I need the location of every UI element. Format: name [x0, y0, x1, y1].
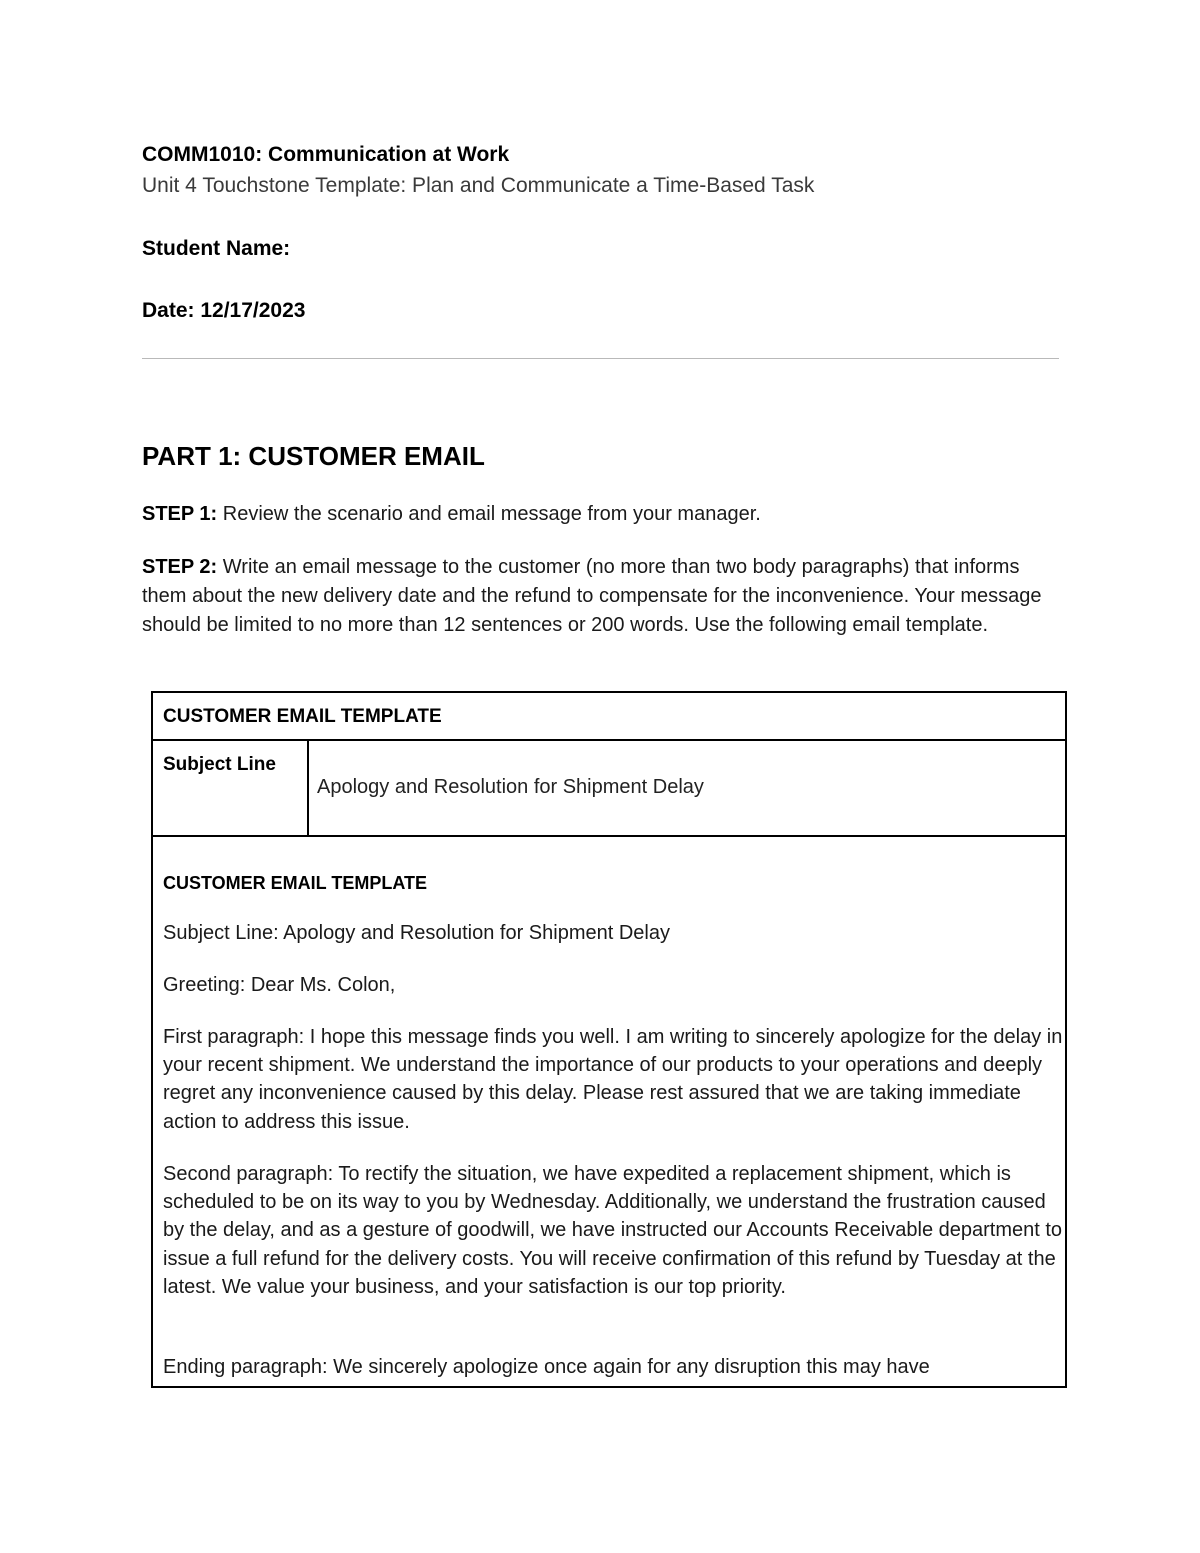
- body-greeting: Greeting: Dear Ms. Colon,: [163, 974, 396, 996]
- course-title: COMM1010: Communication at Work: [142, 143, 510, 166]
- body-heading: CUSTOMER EMAIL TEMPLATE: [163, 873, 428, 893]
- step-2: [142, 553, 1062, 640]
- subject-label-cell: [153, 741, 309, 835]
- subject-label: Subject Line: [163, 754, 276, 775]
- step-1-text: Review the scenario and email message from your manager.: [217, 503, 761, 525]
- body-ending-paragraph: Ending paragraph: We sincerely apologize once again for any disruption this may have: [163, 1356, 930, 1378]
- subject-row: [153, 741, 1065, 837]
- customer-email-table: [151, 691, 1067, 1388]
- body-subject-line: Subject Line: Apology and Resolution for Shipment Delay: [163, 922, 670, 944]
- step-1: [142, 500, 1062, 529]
- date-line: Date: 12/17/2023: [142, 299, 306, 322]
- step-2-label: STEP 2:: [142, 556, 218, 578]
- body-second-paragraph: Second paragraph: To rectify the situation, we have expedited a replacement shipment, which is scheduled to be on its way to you by Wednesday. Additionally, we understand the frustration caused by the delay, and as a gesture of goodwill, we have instructed our Accounts Receivable department to issue a full refund for the delivery costs. You will receive confirmation of this refund by Tuesday at the latest. We value your business, and your satisfaction is our top priority.: [163, 1163, 1063, 1298]
- table-header: CUSTOMER EMAIL TEMPLATE: [163, 706, 442, 727]
- assignment-subtitle: Unit 4 Touchstone Template: Plan and Communicate a Time-Based Task: [142, 174, 815, 197]
- subject-value[interactable]: Apology and Resolution for Shipment Delay: [317, 776, 704, 798]
- step-2-text: Write an email message to the customer (no more than two body paragraphs) that informs them about the new delivery date and the refund to compensate for the inconvenience. Your message should be limited to no more than 12 sentences or 200 words. Use the following email template.: [142, 556, 1042, 636]
- table-header-row: [153, 693, 1065, 741]
- part-heading: PART 1: CUSTOMER EMAIL: [142, 441, 485, 471]
- student-name-label: Student Name:: [142, 237, 291, 260]
- email-body-cell[interactable]: [163, 837, 1063, 1387]
- horizontal-divider: [142, 358, 1059, 359]
- step-1-label: STEP 1:: [142, 503, 218, 525]
- body-first-paragraph: First paragraph: I hope this message finds you well. I am writing to sincerely apologize for the delay in your recent shipment. We understand the importance of our products to your operations and deeply regret any inconvenience caused by this delay. Please rest assured that we are taking immediate action to address this issue.: [163, 1026, 1063, 1133]
